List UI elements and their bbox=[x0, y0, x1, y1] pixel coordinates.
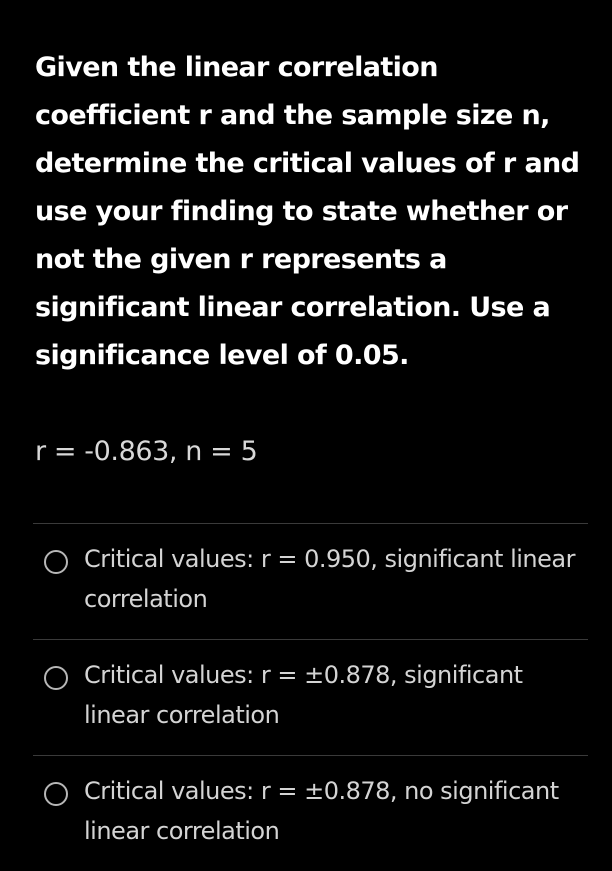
answer-option-label: Critical values: r = 0.950, significant linear correlation bbox=[84, 545, 575, 613]
radio-button-icon[interactable] bbox=[44, 666, 68, 690]
divider bbox=[33, 755, 588, 756]
answer-option-2[interactable] bbox=[44, 655, 592, 755]
divider bbox=[33, 639, 588, 640]
radio-button-icon[interactable] bbox=[44, 550, 68, 574]
answer-option-label: Critical values: r = ±0.878, significant linear correlation bbox=[84, 661, 523, 729]
answer-option-label: Critical values: r = ±0.878, no significant linear correlation bbox=[84, 777, 559, 845]
answer-option-1[interactable] bbox=[44, 539, 592, 639]
radio-button-icon[interactable] bbox=[44, 782, 68, 806]
given-values: r = -0.863, n = 5 bbox=[35, 436, 258, 467]
answer-option-3[interactable] bbox=[44, 771, 592, 871]
question-prompt: Given the linear correlation coefficient r and the sample size n, determine the critical values of r and use your finding to state whether or not the given r represents a significant linear correlation. Use a significance level of 0.05. bbox=[35, 52, 580, 371]
divider bbox=[33, 523, 588, 524]
